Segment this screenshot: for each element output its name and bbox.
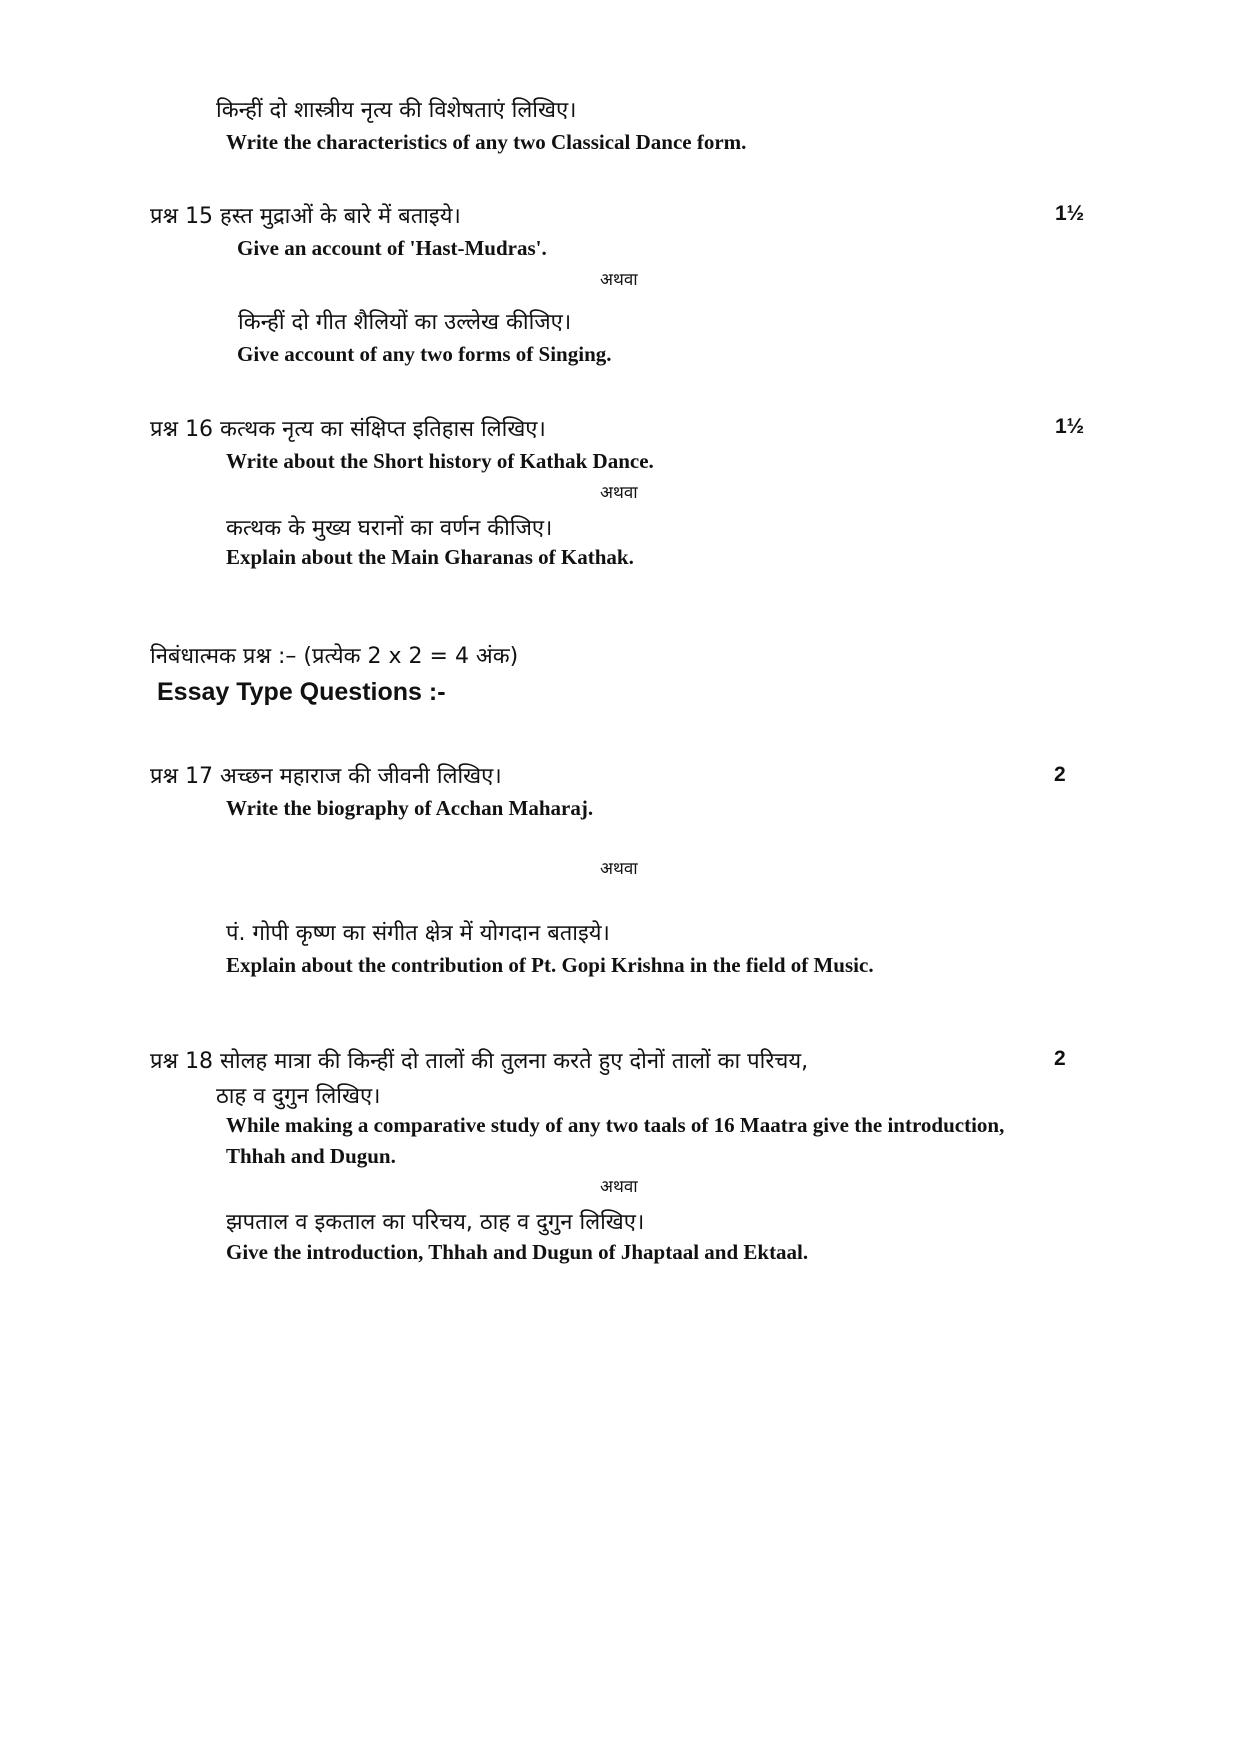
q16-english: Write about the Short history of Kathak Dance.	[226, 449, 654, 473]
q15-alt-hindi: किन्हीं दो गीत शैलियों का उल्लेख कीजिए।	[238, 310, 572, 335]
q15-marks: 1½	[1055, 202, 1085, 225]
q17-english: Write the biography of Acchan Maharaj.	[226, 796, 594, 820]
q16-alt-hindi: कत्थक के मुख्य घरानों का वर्णन कीजिए।	[226, 516, 553, 541]
q18-english-line2: Thhah and Dugun.	[226, 1144, 396, 1168]
q16-hindi: प्रश्न 16 कत्थक नृत्य का संक्षिप्त इतिहास लिखिए।	[150, 417, 546, 442]
q16-alt-english: Explain about the Main Gharanas of Kathak.	[226, 545, 634, 569]
q18-alt-english: Give the introduction, Thhah and Dugun of Jhaptaal and Ektaal.	[226, 1240, 809, 1264]
q18-hindi-line2: ठाह व दुगुन लिखिए।	[216, 1084, 381, 1109]
q14-alt-english: Write the characteristics of any two Classical Dance form.	[226, 130, 747, 154]
q15-alt-english: Give account of any two forms of Singing.	[237, 342, 612, 366]
q17-hindi: प्रश्न 17 अच्छन महाराज की जीवनी लिखिए।	[150, 764, 502, 789]
q18-marks: 2	[1054, 1047, 1066, 1070]
q17-or-label: अथवा	[600, 859, 638, 879]
section-heading-english: Essay Type Questions :-	[157, 678, 446, 706]
q18-or-label: अथवा	[600, 1177, 638, 1197]
q18-english-line1: While making a comparative study of any two taals of 16 Maatra give the introduction,	[226, 1113, 1005, 1137]
q18-alt-hindi: झपताल व इकताल का परिचय, ठाह व दुगुन लिखिए।	[226, 1210, 645, 1235]
q15-english: Give an account of 'Hast-Mudras'.	[237, 236, 547, 260]
q15-or-label: अथवा	[600, 270, 638, 290]
q17-alt-english: Explain about the contribution of Pt. Gopi Krishna in the field of Music.	[226, 953, 874, 977]
q18-hindi-line1: प्रश्न 18 सोलह मात्रा की किन्हीं दो तालों की तुलना करते हुए दोनों तालों का परिचय,	[150, 1049, 809, 1074]
q17-alt-hindi: पं. गोपी कृष्ण का संगीत क्षेत्र में योगदान बताइये।	[226, 921, 610, 946]
q15-hindi: प्रश्न 15 हस्त मुद्राओं के बारे में बताइये।	[150, 204, 461, 229]
section-heading-hindi: निबंधात्मक प्रश्न :– (प्रत्येक 2 x 2 = 4 अंक)	[150, 644, 519, 669]
q16-marks: 1½	[1055, 415, 1085, 438]
q14-alt-hindi: किन्हीं दो शास्त्रीय नृत्य की विशेषताएं लिखिए।	[216, 98, 577, 123]
q16-or-label: अथवा	[600, 483, 638, 503]
q17-marks: 2	[1054, 763, 1066, 786]
